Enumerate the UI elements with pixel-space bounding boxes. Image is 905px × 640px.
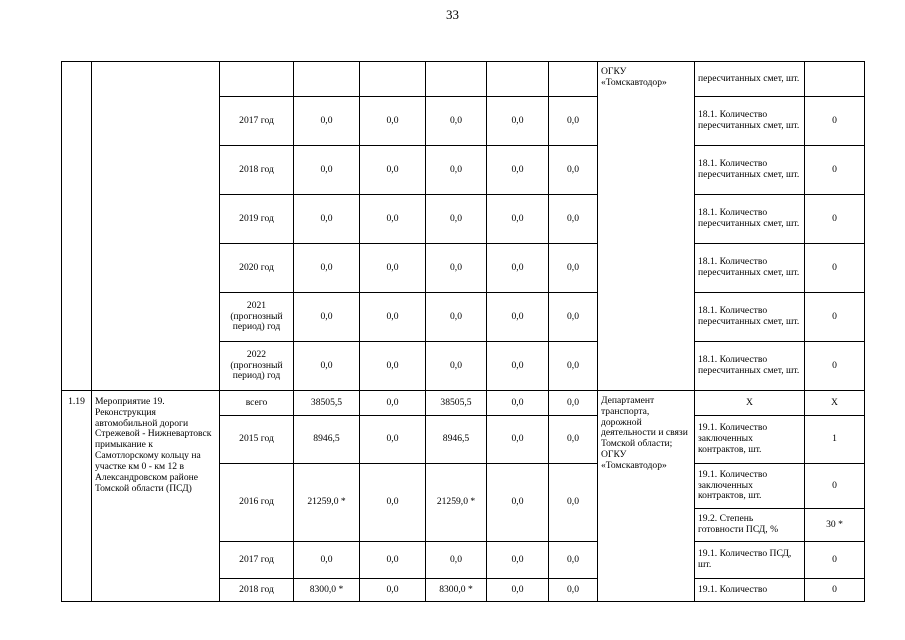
indicator-value: 0 [805,97,865,146]
value-cell: 0,0 [549,244,598,293]
value-cell: 0,0 [360,146,426,195]
value-cell: 0,0 [487,416,549,464]
value-cell: 0,0 [426,146,487,195]
value-cell: 0,0 [426,542,487,579]
value-cell: 0,0 [426,342,487,391]
year-cell: 2020 год [220,244,294,293]
value-cell: 0,0 [549,97,598,146]
value-cell: 0,0 [294,97,360,146]
value-cell: 0,0 [294,342,360,391]
year-cell [220,62,294,97]
value-cell: 0,0 [549,542,598,579]
indicator-value: 0 [805,542,865,579]
program-table [61,61,865,602]
indicator-value: 0 [805,464,865,509]
year-cell: 2017 год [220,542,294,579]
value-cell: 38505,5 [294,391,360,416]
value-cell: 0,0 [487,244,549,293]
value-cell: 0,0 [360,342,426,391]
indicator-name: 18.1. Количество пересчитанных смет, шт. [695,244,805,293]
value-cell: 0,0 [360,464,426,542]
indicator-name: 19.1. Количество заключенных контрактов, шт. [695,416,805,464]
value-cell: 0,0 [426,195,487,244]
year-cell: 2022 (прогнозный период) год [220,342,294,391]
value-cell: 0,0 [294,244,360,293]
value-cell: 0,0 [487,391,549,416]
year-cell: всего [220,391,294,416]
year-cell: 2018 год [220,579,294,602]
indicator-name: 18.1. Количество пересчитанных смет, шт. [695,97,805,146]
value-cell: 0,0 [549,464,598,542]
value-cell: 0,0 [360,542,426,579]
value-cell: 0,0 [487,146,549,195]
value-cell: 21259,0 * [426,464,487,542]
indicator-name: 18.1. Количество пересчитанных смет, шт. [695,146,805,195]
value-cell: 0,0 [549,195,598,244]
indicator-value: 1 [805,416,865,464]
value-cell: 0,0 [549,579,598,602]
value-cell: 0,0 [487,97,549,146]
value-cell: 0,0 [549,416,598,464]
value-cell: 0,0 [426,293,487,342]
row-number-cell: 1.19 [62,391,92,602]
value-cell: 0,0 [487,342,549,391]
indicator-name: Х [695,391,805,416]
indicator-name: 19.1. Количество [695,579,805,602]
value-cell: 0,0 [487,293,549,342]
indicator-value: 0 [805,195,865,244]
year-cell: 2015 год [220,416,294,464]
indicator-value: Х [805,391,865,416]
indicator-name: 19.1. Количество заключенных контрактов, шт. [695,464,805,509]
value-cell: 0,0 [549,342,598,391]
indicator-value: 0 [805,244,865,293]
row-number-cell [62,62,92,391]
year-cell: 2021 (прогнозный период) год [220,293,294,342]
measure-name-cell [92,62,220,391]
indicator-name: 18.1. Количество пересчитанных смет, шт. [695,293,805,342]
value-cell: 8946,5 [294,416,360,464]
value-cell: 0,0 [360,97,426,146]
value-cell: 0,0 [294,195,360,244]
indicator-value: 0 [805,293,865,342]
indicator-name: 19.1. Количество ПСД, шт. [695,542,805,579]
responsible-org: Департамент транспорта, дорожной деятельности и связи Томской области; ОГКУ «Томскавтодор» [598,391,695,602]
value-cell: 0,0 [360,416,426,464]
indicator-value: 0 [805,342,865,391]
value-cell: 0,0 [294,293,360,342]
value-cell: 8300,0 * [426,579,487,602]
year-cell: 2019 год [220,195,294,244]
table-row [62,62,865,97]
value-cell: 0,0 [487,579,549,602]
value-cell: 0,0 [360,579,426,602]
measure-name-cell: Мероприятие 19. Реконструкция автомобильной дороги Стрежевой - Нижневартовск примыкание к Самотлорскому кольцу на участке км 0 - км 12 в Александровском районе Томской области (ПСД) [92,391,220,602]
value-cell: 0,0 [360,391,426,416]
indicator-name: 18.1. Количество пересчитанных смет, шт. [695,342,805,391]
year-cell: 2018 год [220,146,294,195]
value-cell [294,62,360,97]
value-cell [487,62,549,97]
table-row [62,391,865,416]
indicator-name: 18.1. Количество пересчитанных смет, шт. [695,195,805,244]
value-cell: 0,0 [294,146,360,195]
value-cell: 0,0 [360,244,426,293]
value-cell: 21259,0 * [294,464,360,542]
value-cell: 0,0 [294,542,360,579]
indicator-name: пересчитанных смет, шт. [695,62,805,97]
responsible-org: ОГКУ «Томскавтодор» [598,62,695,391]
year-cell: 2017 год [220,97,294,146]
value-cell: 0,0 [426,244,487,293]
value-cell [426,62,487,97]
indicator-value: 30 * [805,509,865,542]
value-cell: 0,0 [549,146,598,195]
value-cell: 0,0 [487,542,549,579]
value-cell: 8300,0 * [294,579,360,602]
value-cell: 0,0 [487,464,549,542]
indicator-value: 0 [805,146,865,195]
indicator-value [805,62,865,97]
value-cell: 0,0 [360,293,426,342]
value-cell: 0,0 [487,195,549,244]
indicator-name: 19.2. Степень готовности ПСД, % [695,509,805,542]
value-cell: 0,0 [549,293,598,342]
value-cell: 0,0 [360,195,426,244]
value-cell: 0,0 [549,391,598,416]
value-cell: 0,0 [426,97,487,146]
value-cell [360,62,426,97]
page-number: 33 [446,7,459,22]
value-cell: 38505,5 [426,391,487,416]
indicator-value: 0 [805,579,865,602]
year-cell: 2016 год [220,464,294,542]
value-cell: 8946,5 [426,416,487,464]
value-cell [549,62,598,97]
